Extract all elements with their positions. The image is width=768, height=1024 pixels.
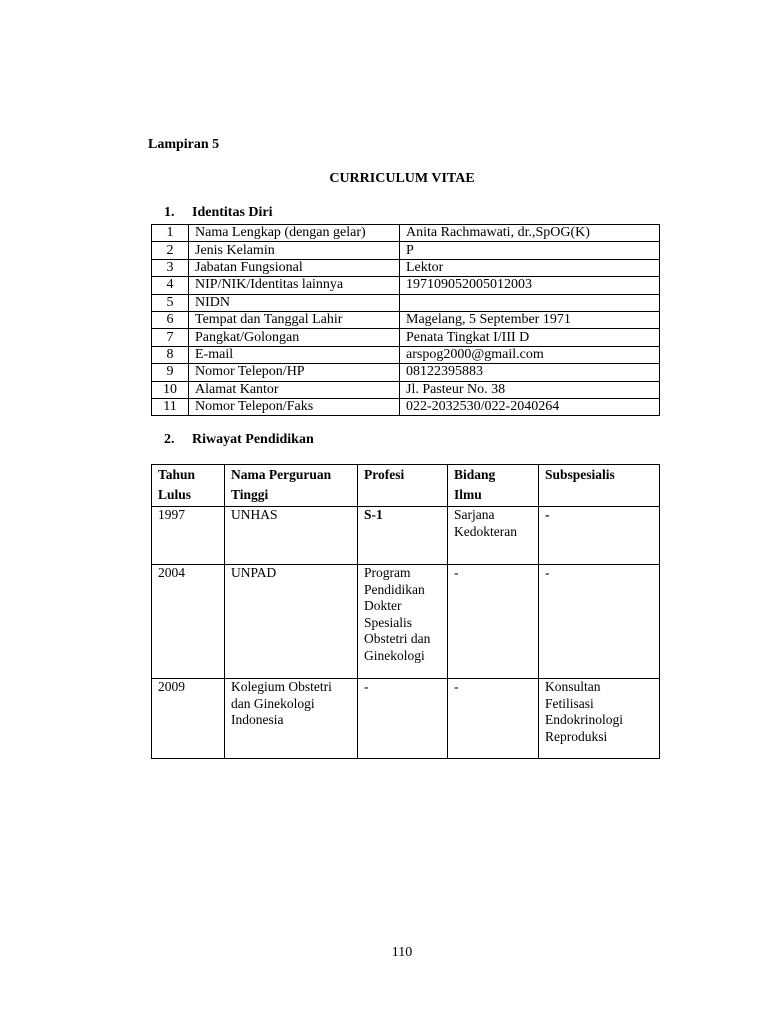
table-row — [152, 311, 660, 328]
cell-bidang-ilmu — [448, 679, 539, 759]
header-text: Lulus — [158, 487, 192, 502]
table-row — [152, 565, 660, 679]
header-text: Tahun — [158, 467, 196, 482]
cell-line: Indonesia — [231, 712, 284, 727]
document-title: CURRICULUM VITAE — [329, 171, 475, 186]
cell-nama-perguruan — [225, 679, 358, 759]
table-row — [152, 364, 660, 381]
header-profesi — [358, 465, 448, 507]
cell-line: Kedokteran — [454, 523, 517, 539]
cell-line: Kolegium Obstetri — [231, 679, 332, 694]
header-text: Tinggi — [231, 487, 269, 502]
header-text: Bidang — [454, 467, 496, 482]
field-label: E-mail — [189, 346, 400, 363]
cell-line: Obstetri dan — [364, 631, 431, 646]
table-header-row — [152, 465, 660, 507]
cell-line: Pendidikan — [364, 581, 425, 597]
field-value: Lektor — [400, 259, 660, 276]
table-row — [152, 507, 660, 565]
field-value — [400, 294, 660, 311]
field-label: Nomor Telepon/Faks — [189, 398, 400, 415]
cell-bidang-ilmu — [448, 507, 539, 565]
field-value: Penata Tingkat I/III D — [400, 329, 660, 346]
table-row — [152, 329, 660, 346]
cell-tahun: 1997 — [152, 507, 225, 565]
field-label: Jenis Kelamin — [189, 242, 400, 259]
table-row — [152, 398, 660, 415]
header-bidang-ilmu — [448, 465, 539, 507]
cell-profesi — [358, 679, 448, 759]
cell-line: Sarjana — [454, 507, 495, 522]
table-row — [152, 225, 660, 242]
field-label: Jabatan Fungsional — [189, 259, 400, 276]
header-text: Profesi — [364, 467, 405, 482]
row-number: 8 — [152, 346, 189, 363]
field-label: NIDN — [189, 294, 400, 311]
field-label: Nama Lengkap (dengan gelar) — [189, 225, 400, 242]
field-label: Alamat Kantor — [189, 381, 400, 398]
cell-profesi — [358, 507, 448, 565]
cell-bidang-ilmu — [448, 565, 539, 679]
cell-line: S-1 — [364, 507, 383, 522]
row-number: 7 — [152, 329, 189, 346]
section-identitas-heading — [164, 205, 273, 221]
appendix-label: Lampiran 5 — [148, 137, 220, 152]
cell-nama-perguruan — [225, 507, 358, 565]
header-text: Subspesialis — [545, 467, 615, 482]
cell-line: Fetilisasi — [545, 695, 594, 711]
cell-line: - — [454, 679, 459, 694]
field-value: Anita Rachmawati, dr.,SpOG(K) — [400, 225, 660, 242]
field-value: 197109052005012003 — [400, 277, 660, 294]
row-number: 6 — [152, 311, 189, 328]
cell-line: UNPAD — [231, 565, 277, 580]
section-number: 1. — [164, 205, 175, 220]
cell-profesi — [358, 565, 448, 679]
field-value: arspog2000@gmail.com — [400, 346, 660, 363]
field-value: Jl. Pasteur No. 38 — [400, 381, 660, 398]
cell-line: - — [454, 565, 459, 580]
cell-line: Dokter — [364, 598, 402, 613]
page-number: 110 — [391, 945, 413, 960]
cell-line: Spesialis — [364, 614, 413, 630]
row-number: 3 — [152, 259, 189, 276]
row-number: 2 — [152, 242, 189, 259]
cell-subspesialis — [539, 507, 660, 565]
cell-line: - — [545, 565, 550, 580]
cell-line: - — [364, 679, 369, 694]
section-title: Identitas Diri — [192, 205, 273, 220]
cell-subspesialis — [539, 565, 660, 679]
cell-line: Reproduksi — [545, 728, 608, 744]
cell-line: - — [545, 507, 550, 522]
row-number: 1 — [152, 225, 189, 242]
table-row — [152, 277, 660, 294]
table-row — [152, 381, 660, 398]
header-tahun-lulus — [152, 465, 225, 507]
cell-nama-perguruan — [225, 565, 358, 679]
cell-line: dan Ginekologi — [231, 695, 315, 711]
field-label: NIP/NIK/Identitas lainnya — [189, 277, 400, 294]
cell-subspesialis — [539, 679, 660, 759]
header-text: Ilmu — [454, 487, 482, 502]
field-label: Tempat dan Tanggal Lahir — [189, 311, 400, 328]
row-number: 4 — [152, 277, 189, 294]
field-label: Pangkat/Golongan — [189, 329, 400, 346]
header-text: Nama Perguruan — [231, 467, 332, 482]
row-number: 11 — [152, 398, 189, 415]
education-table — [151, 464, 660, 759]
field-value: P — [400, 242, 660, 259]
row-number: 9 — [152, 364, 189, 381]
table-row — [152, 242, 660, 259]
section-pendidikan-heading — [164, 432, 314, 448]
cell-line: Program — [364, 565, 411, 580]
cell-line: Ginekologi — [364, 647, 425, 663]
table-row — [152, 259, 660, 276]
cell-tahun: 2009 — [152, 679, 225, 759]
header-subspesialis — [539, 465, 660, 507]
field-label: Nomor Telepon/HP — [189, 364, 400, 381]
table-row — [152, 346, 660, 363]
field-value: 08122395883 — [400, 364, 660, 381]
cell-line: UNHAS — [231, 507, 278, 522]
cell-tahun: 2004 — [152, 565, 225, 679]
row-number: 5 — [152, 294, 189, 311]
cell-line: Konsultan — [545, 679, 601, 694]
table-row — [152, 679, 660, 759]
row-number: 10 — [152, 381, 189, 398]
table-row — [152, 294, 660, 311]
field-value: 022-2032530/022-2040264 — [400, 398, 660, 415]
cell-line: Endokrinologi — [545, 712, 623, 727]
header-nama-perguruan — [225, 465, 358, 507]
section-title: Riwayat Pendidikan — [192, 432, 314, 447]
identity-table — [151, 224, 660, 416]
field-value: Magelang, 5 September 1971 — [400, 311, 660, 328]
section-number: 2. — [164, 432, 175, 447]
